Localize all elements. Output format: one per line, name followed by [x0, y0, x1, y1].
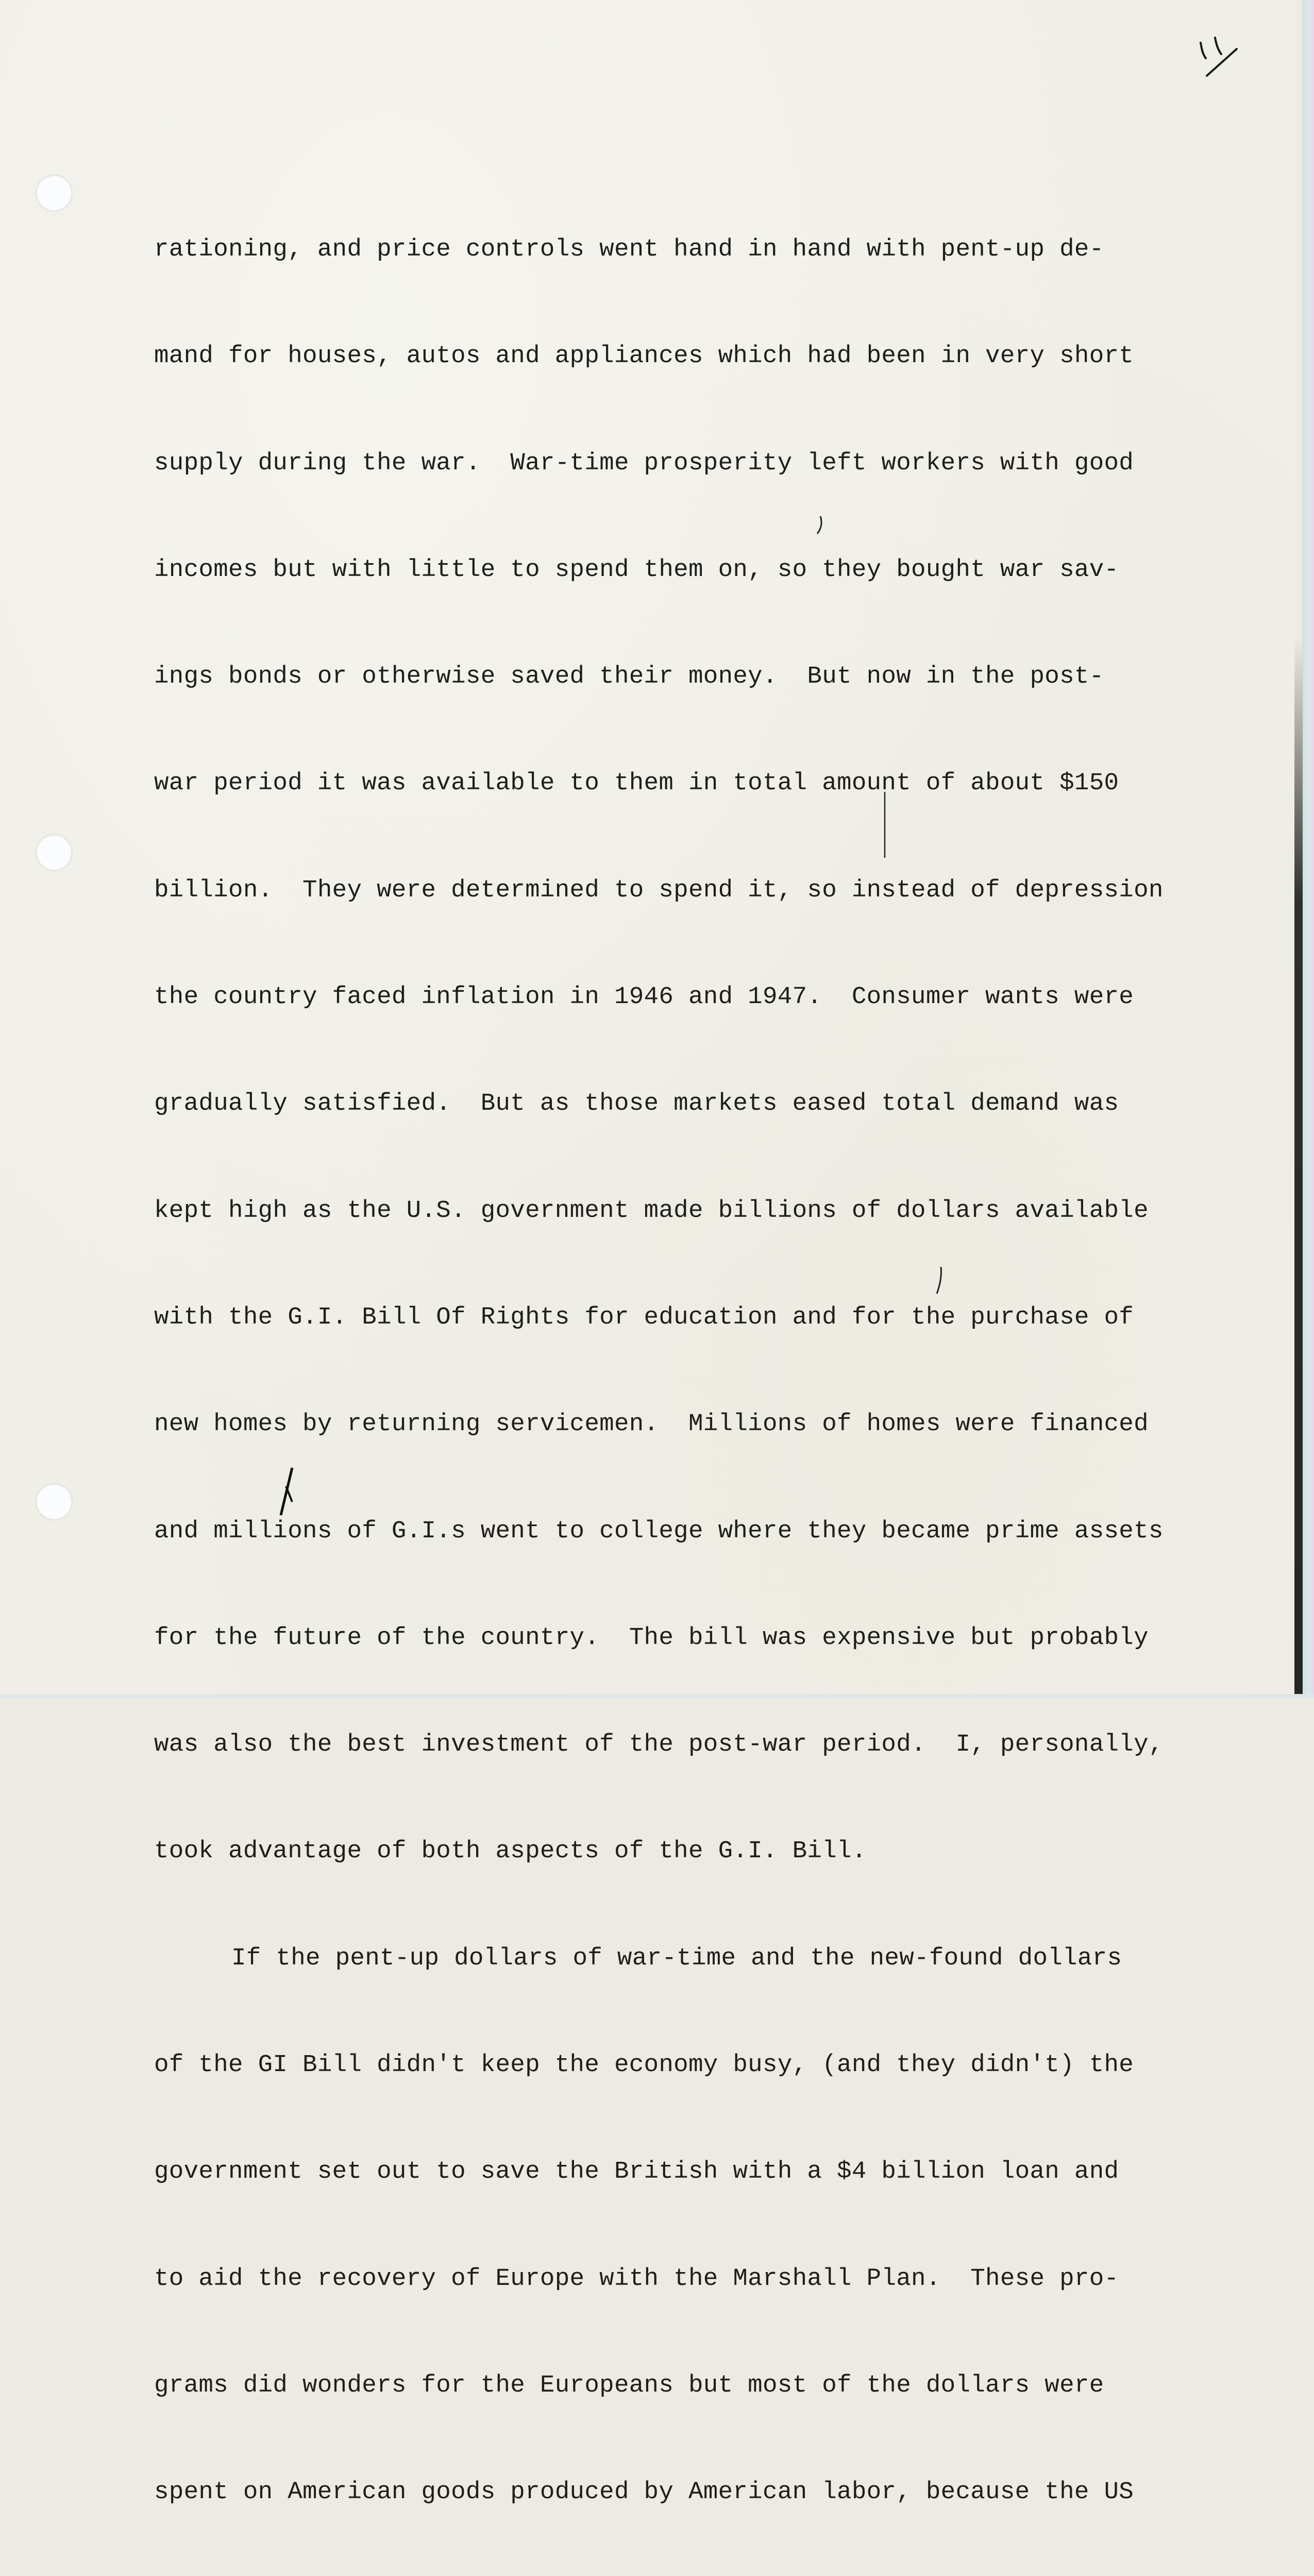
text-line: the country faced inflation in 1946 and 1947. Consumer wants were — [154, 983, 1134, 1011]
text-line: kept high as the U.S. government made billions of dollars available — [154, 1196, 1149, 1225]
text-line: with the G.I. Bill Of Rights for education and for the purchase of — [154, 1303, 1134, 1331]
text-line: supply during the war. War-time prosperity left workers with good — [154, 449, 1134, 477]
text-line: took advantage of both aspects of the G.I. Bill. — [154, 1837, 867, 1866]
text-line: spent on American goods produced by American labor, because the US — [154, 2478, 1134, 2506]
text-line: ings bonds or otherwise saved their money. But now in the post- — [154, 663, 1104, 691]
paragraph-start-line: If the pent-up dollars of war-time and the new-found dollars — [231, 1944, 1122, 1972]
text-line: to aid the recovery of Europe with the Marshall Plan. These pro- — [154, 2264, 1119, 2293]
page-edge-shadow — [1294, 639, 1303, 1695]
punch-hole — [36, 1484, 72, 1520]
text-line: and millions of G.I.s went to college where they became prime assets — [154, 1517, 1164, 1545]
punch-hole — [36, 835, 72, 871]
text-line: of the GI Bill didn't keep the economy busy, (and they didn't) the — [154, 2051, 1134, 2079]
scan-edge-strip — [1303, 0, 1314, 1698]
text-line: was also the best investment of the post-war period. I, personally, — [154, 1731, 1164, 1759]
text-line: government set out to save the British with a $4 billion loan and — [154, 2158, 1119, 2186]
text-line: mand for houses, autos and appliances which had been in very short — [154, 342, 1134, 370]
text-line: gradually satisfied. But as those markets eased total demand was — [154, 1090, 1119, 1118]
text-line: grams did wonders for the Europeans but most of the dollars were — [154, 2371, 1104, 2399]
handwritten-page-number-icon — [1195, 28, 1252, 85]
text-line: incomes but with little to spend them on, so they bought war sav- — [154, 555, 1119, 584]
text-line: rationing, and price controls went hand in hand with pent-up de- — [154, 235, 1104, 263]
text-line: war period it was available to them in total amount of about $150 — [154, 769, 1119, 798]
text-line: billion. They were determined to spend it, so instead of depression — [154, 876, 1164, 904]
handwritten-page-number — [1195, 28, 1252, 85]
text-line: for the future of the country. The bill was expensive but probably — [154, 1623, 1149, 1652]
punch-hole — [36, 175, 72, 211]
scan-bottom-edge — [0, 1694, 1314, 1698]
typed-text-body — [154, 176, 1236, 2576]
text-line: new homes by returning servicemen. Millions of homes were financed — [154, 1410, 1149, 1438]
